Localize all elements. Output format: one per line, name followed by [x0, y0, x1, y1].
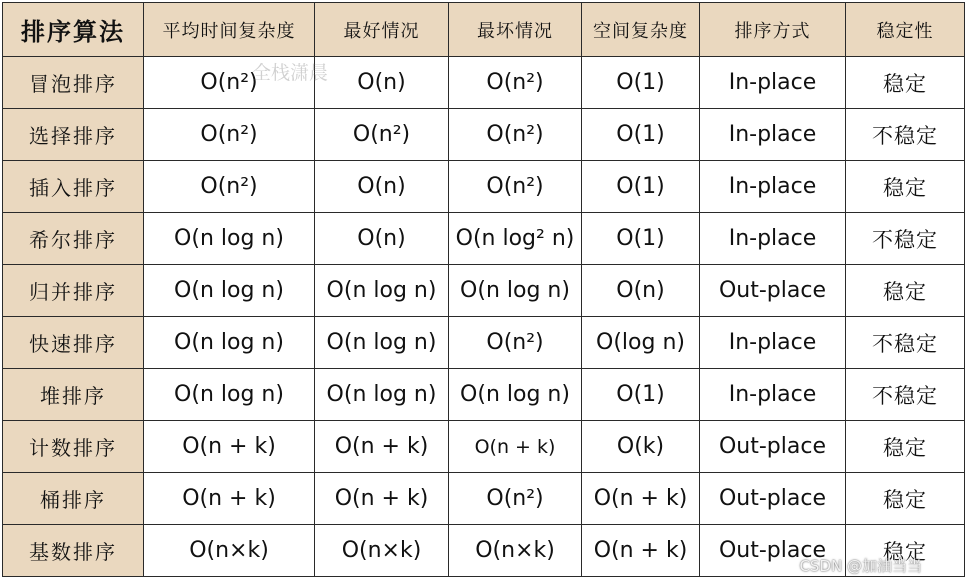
algorithm-name: 基数排序: [3, 525, 144, 577]
space-cell: O(k): [582, 421, 700, 473]
table-row: [3, 213, 965, 265]
sort-mode-cell: In-place: [700, 317, 846, 369]
sort-mode-cell: Out-place: [700, 473, 846, 525]
sort-mode-cell: In-place: [700, 161, 846, 213]
worst-case-cell: O(n²): [449, 161, 582, 213]
average-time-cell: O(n²): [144, 109, 315, 161]
average-time-cell: O(n + k): [144, 421, 315, 473]
space-cell: O(n + k): [582, 473, 700, 525]
worst-case-cell: O(n²): [449, 473, 582, 525]
stability-cell: 稳定: [846, 265, 965, 317]
stability-cell: 稳定: [846, 161, 965, 213]
table-row: [3, 161, 965, 213]
best-case-cell: O(n): [315, 161, 449, 213]
sort-mode-cell: In-place: [700, 57, 846, 109]
stability-cell: 稳定: [846, 473, 965, 525]
space-cell: O(log n): [582, 317, 700, 369]
sort-mode-cell: In-place: [700, 213, 846, 265]
worst-case-cell: O(n²): [449, 57, 582, 109]
algorithm-name: 归并排序: [3, 265, 144, 317]
sort-mode-cell: In-place: [700, 369, 846, 421]
algorithm-name: 计数排序: [3, 421, 144, 473]
stability-cell: 不稳定: [846, 213, 965, 265]
worst-case-cell: O(n log n): [449, 369, 582, 421]
stability-cell: 不稳定: [846, 369, 965, 421]
sort-mode-cell: In-place: [700, 109, 846, 161]
header-space: 空间复杂度: [582, 3, 700, 57]
header-average-time: 平均时间复杂度: [144, 3, 315, 57]
best-case-cell: O(n + k): [315, 473, 449, 525]
space-cell: O(n): [582, 265, 700, 317]
space-cell: O(1): [582, 369, 700, 421]
sorting-complexity-table: [2, 2, 965, 577]
stability-cell: 稳定: [846, 421, 965, 473]
header-stability: 稳定性: [846, 3, 965, 57]
average-time-cell: O(n log n): [144, 213, 315, 265]
worst-case-cell: O(n×k): [449, 525, 582, 577]
best-case-cell: O(n + k): [315, 421, 449, 473]
algorithm-name: 桶排序: [3, 473, 144, 525]
best-case-cell: O(n log n): [315, 265, 449, 317]
algorithm-name: 希尔排序: [3, 213, 144, 265]
algorithm-name: 快速排序: [3, 317, 144, 369]
sort-mode-cell: Out-place: [700, 265, 846, 317]
average-time-cell: O(n²): [144, 161, 315, 213]
best-case-cell: O(n log n): [315, 317, 449, 369]
worst-case-cell: O(n log² n): [449, 213, 582, 265]
worst-case-cell: O(n log n): [449, 265, 582, 317]
sort-mode-cell: Out-place: [700, 525, 846, 577]
table-row: [3, 421, 965, 473]
table-row: [3, 317, 965, 369]
algorithm-name: 冒泡排序: [3, 57, 144, 109]
best-case-cell: O(n×k): [315, 525, 449, 577]
header-worst-case: 最坏情况: [449, 3, 582, 57]
table-row: [3, 473, 965, 525]
table-row: [3, 109, 965, 161]
worst-case-cell: O(n²): [449, 317, 582, 369]
best-case-cell: O(n): [315, 57, 449, 109]
space-cell: O(1): [582, 109, 700, 161]
worst-case-cell: O(n + k): [449, 421, 582, 473]
best-case-cell: O(n log n): [315, 369, 449, 421]
table-row: [3, 525, 965, 577]
space-cell: O(n + k): [582, 525, 700, 577]
average-time-cell: O(n×k): [144, 525, 315, 577]
average-time-cell: O(n²): [144, 57, 315, 109]
table-row: [3, 369, 965, 421]
best-case-cell: O(n): [315, 213, 449, 265]
header-row: [3, 3, 965, 57]
table-row: [3, 265, 965, 317]
stability-cell: 不稳定: [846, 109, 965, 161]
space-cell: O(1): [582, 213, 700, 265]
header-best-case: 最好情况: [315, 3, 449, 57]
space-cell: O(1): [582, 57, 700, 109]
table-row: [3, 57, 965, 109]
space-cell: O(1): [582, 161, 700, 213]
average-time-cell: O(n log n): [144, 265, 315, 317]
algorithm-name: 选择排序: [3, 109, 144, 161]
stability-cell: 不稳定: [846, 317, 965, 369]
worst-case-cell: O(n²): [449, 109, 582, 161]
watermark-top: 全栈潇晨: [252, 62, 329, 84]
average-time-cell: O(n + k): [144, 473, 315, 525]
sort-mode-cell: Out-place: [700, 421, 846, 473]
average-time-cell: O(n log n): [144, 369, 315, 421]
stability-cell: 稳定: [846, 525, 965, 577]
header-sort-mode: 排序方式: [700, 3, 846, 57]
algorithm-name: 堆排序: [3, 369, 144, 421]
algorithm-name: 插入排序: [3, 161, 144, 213]
header-algorithm: 排序算法: [3, 3, 144, 57]
watermark-csdn: CSDN @加油当当: [799, 557, 922, 575]
stability-cell: 稳定: [846, 57, 965, 109]
average-time-cell: O(n log n): [144, 317, 315, 369]
best-case-cell: O(n²): [315, 109, 449, 161]
